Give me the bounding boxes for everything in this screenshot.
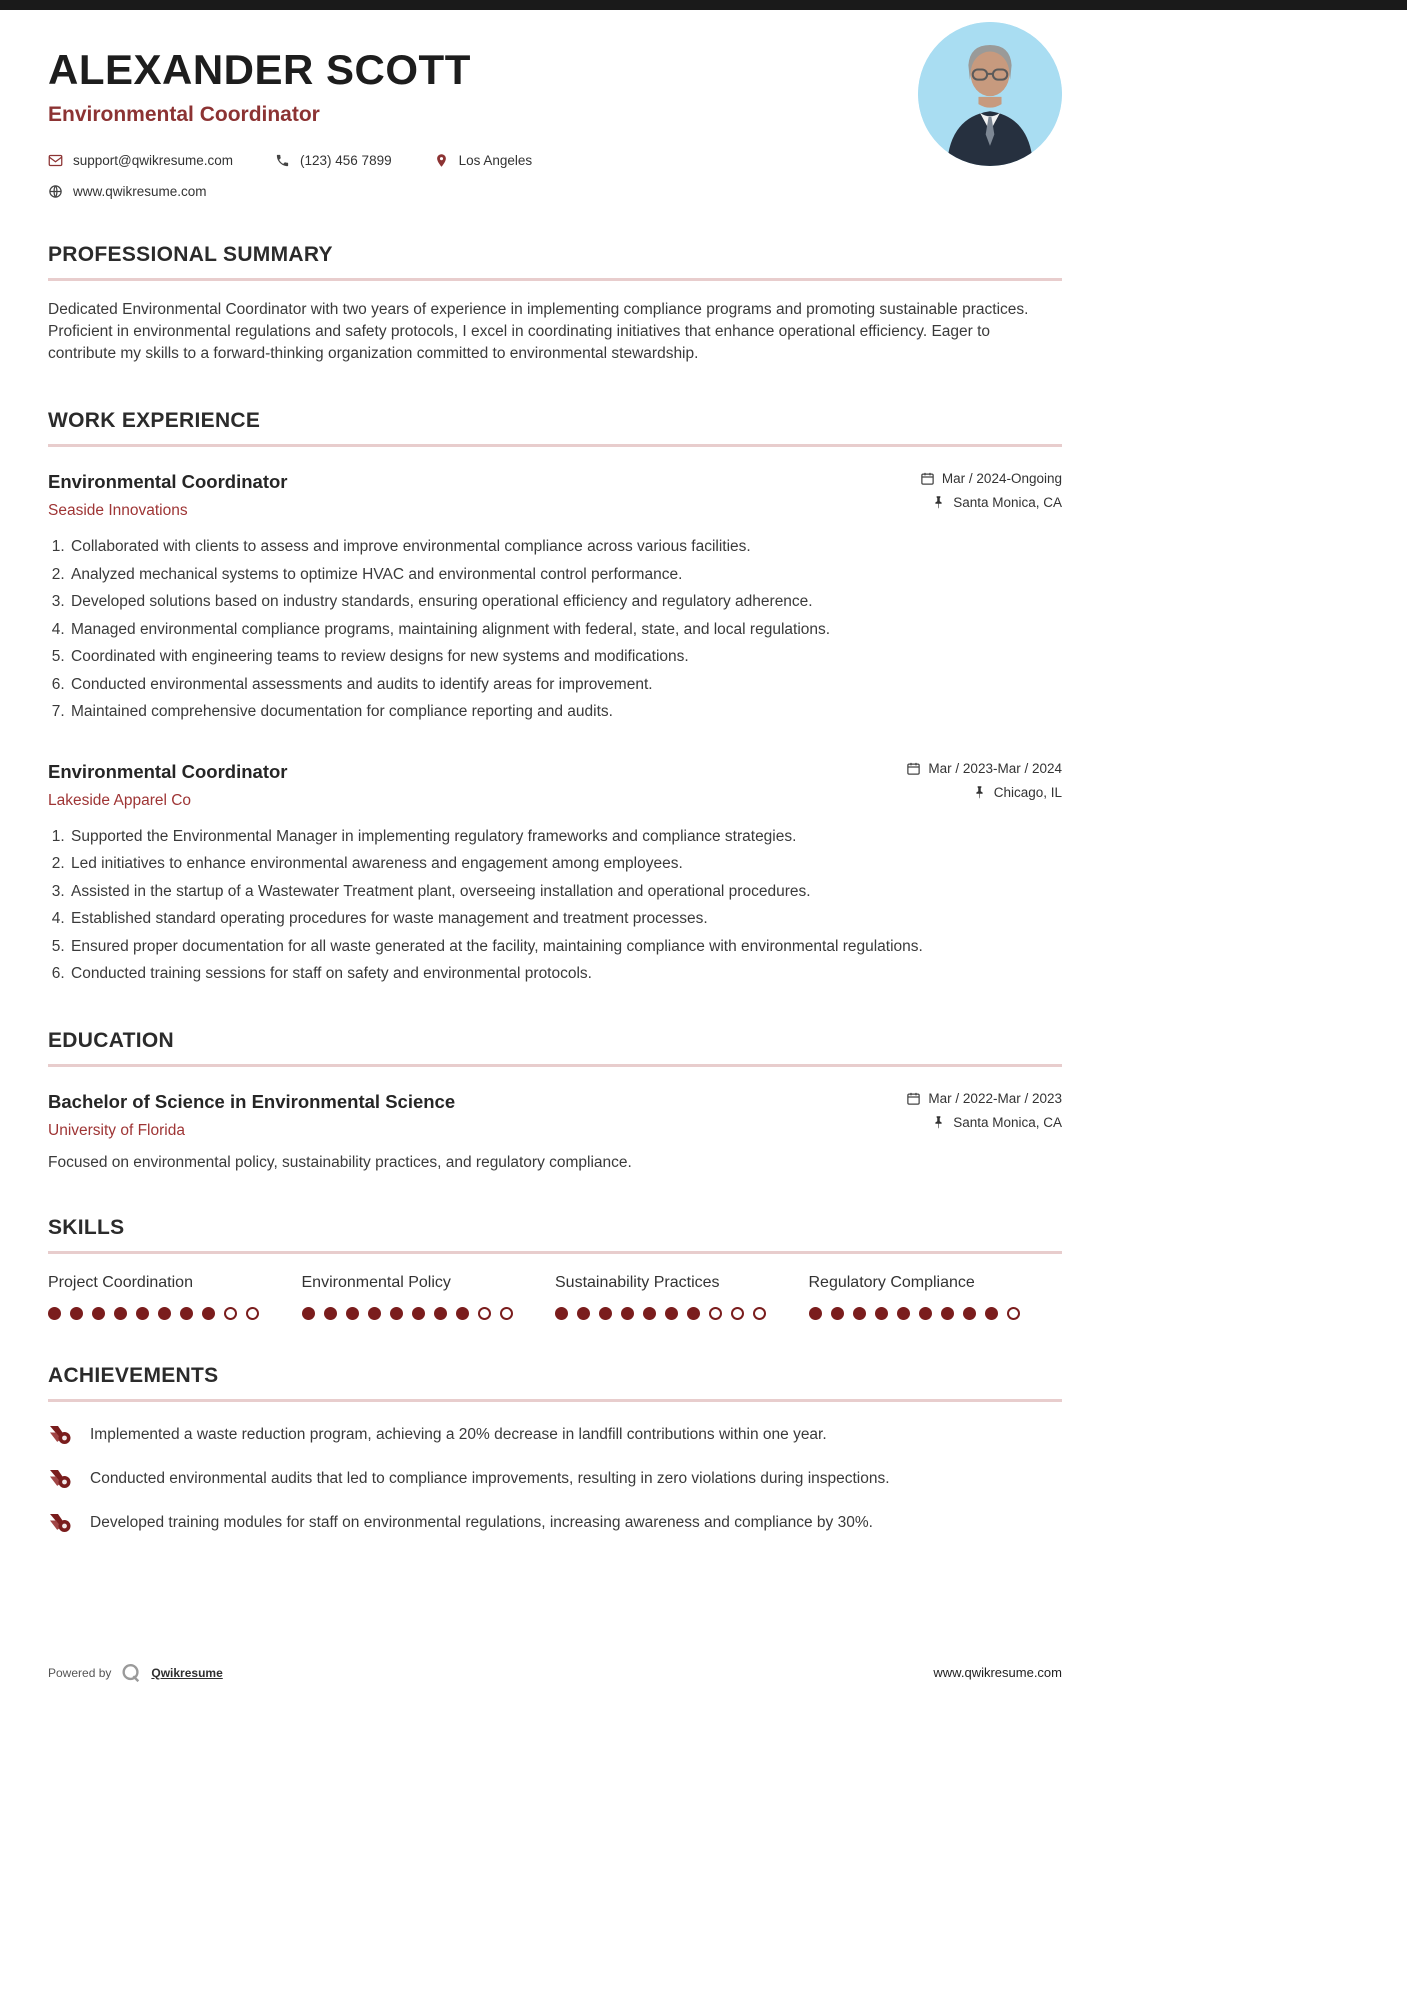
skill-dot [500,1307,513,1320]
skill-rating [809,1307,1063,1320]
powered-by-text: Powered by [48,1665,112,1680]
experience-location: Santa Monica, CA [953,495,1062,510]
person-job-title: Environmental Coordinator [48,103,320,126]
skill-dot [202,1307,215,1320]
skill-dot [555,1307,568,1320]
experience-entry [48,761,1062,985]
education-dates: Mar / 2022-Mar / 2023 [928,1090,1062,1106]
footer-brand [48,1662,223,1684]
experience-company: Seaside Innovations [48,502,188,519]
skill-item [302,1274,556,1320]
skill-label: Project Coordination [48,1273,193,1291]
skill-dot [390,1307,403,1320]
skill-dot [621,1307,634,1320]
skill-dot [412,1307,425,1320]
skill-dot [687,1307,700,1320]
skill-label: Sustainability Practices [555,1273,720,1291]
summary-text: Dedicated Environmental Coordinator with two years of experience in implementing compliance programs and promoting sustainable practices. Proficient in environmental regulations and safety protocols, I excel in coordinating initiatives that enhance operational efficiency. Eager to contribute my skills to a forward-thinking organization committed to environmental stewardship. [48,301,1029,362]
resume-header [48,10,1062,199]
experience-bullet: 1. Collaborated with clients to assess and improve environmental compliance across various facilities. [69,536,1062,558]
experience-bullet: 4. Managed environmental compliance programs, maintaining alignment with federal, state, and local regulations. [69,619,1062,641]
pushpin-icon [972,785,987,800]
achievement-item [48,1468,1062,1490]
education-school: University of Florida [48,1121,185,1139]
skill-dot [302,1307,315,1320]
experience-bullet: 7. Maintained comprehensive documentation for compliance reporting and audits. [69,701,1062,723]
experience-bullet: 6. Conducted environmental assessments and audits to identify areas for improvement. [69,674,1062,696]
experience-entry [48,471,1062,723]
pushpin-icon [931,1115,946,1130]
experience-dates: Mar / 2023-Mar / 2024 [928,760,1062,776]
skill-item [809,1274,1063,1320]
phone-text: (123) 456 7899 [300,153,392,168]
skill-rating [555,1307,809,1320]
experience-location: Chicago, IL [993,784,1062,800]
skill-dot [831,1307,844,1320]
experience-bullet: 5. Coordinated with engineering teams to review designs for new systems and modifications. [69,646,1062,668]
skill-dot [665,1307,678,1320]
skills-grid [48,1274,1062,1320]
experience-meta [842,471,1062,510]
skill-dot [324,1307,337,1320]
skill-label: Regulatory Compliance [808,1273,975,1291]
achievement-item [48,1512,1062,1534]
map-pin-icon [434,153,449,168]
skill-dot [577,1307,590,1320]
achievement-text: Developed training modules for staff on environmental regulations, increasing awareness and compliance by 30%. [90,1513,873,1531]
skill-dot [753,1307,766,1320]
education-description: Focused on environmental policy, sustainability practices, and regulatory compliance. [48,1153,632,1171]
skill-item [555,1274,809,1320]
skill-dot [853,1307,866,1320]
experience-bullet: 2. Led initiatives to enhance environmental awareness and engagement among employees. [69,853,1062,875]
skill-dot [136,1307,149,1320]
achievements-heading: ACHIEVEMENTS [48,1364,1062,1402]
skill-dot [224,1307,237,1320]
phone-item [275,153,392,168]
experience-company: Lakeside Apparel Co [48,791,192,809]
footer-website: www.qwikresume.com [933,1665,1062,1680]
skill-dot [158,1307,171,1320]
contact-row-website [48,184,1062,199]
experience-bullet: 6. Conducted training sessions for staff on safety and environmental protocols. [69,963,1062,985]
calendar-icon [906,761,921,776]
summary-heading: PROFESSIONAL SUMMARY [48,243,1062,281]
skill-dot [346,1307,359,1320]
skill-dot [941,1307,954,1320]
experience-job-title: Environmental Coordinator [48,760,288,782]
education-entry-head [48,1091,1062,1140]
skill-dot [875,1307,888,1320]
skill-dot [368,1307,381,1320]
skill-dot [919,1307,932,1320]
skill-dot [456,1307,469,1320]
website-text: www.qwikresume.com [73,184,207,199]
avatar-photo [918,22,1062,166]
skill-dot [246,1307,259,1320]
skill-dot [963,1307,976,1320]
section-work-experience [48,409,1062,985]
pushpin-icon [931,495,946,510]
resume-page [48,10,1062,1684]
email-text: support@qwikresume.com [73,153,234,168]
experience-bullet: 1. Supported the Environmental Manager in implementing regulatory frameworks and compliance strategies. [69,826,1062,848]
skill-dot [731,1307,744,1320]
footer [48,1662,1062,1684]
skill-dot [709,1307,722,1320]
calendar-icon [920,471,935,486]
education-meta [842,1091,1062,1130]
achievement-text: Implemented a waste reduction program, achieving a 20% decrease in landfill contributions within one year. [90,1425,827,1443]
calendar-icon [906,1091,921,1106]
skill-dot [985,1307,998,1320]
qwikresume-logo [120,1662,142,1684]
skill-dot [809,1307,822,1320]
experience-bullet: 3. Assisted in the startup of a Wastewater Treatment plant, overseeing installation and operational procedures. [69,881,1062,903]
qwikresume-link[interactable]: Qwikresume [151,1665,223,1680]
skills-heading: SKILLS [48,1216,1062,1254]
education-location: Santa Monica, CA [953,1114,1062,1130]
experience-meta [842,761,1062,800]
skill-dot [114,1307,127,1320]
section-professional-summary [48,243,1062,365]
skill-item [48,1274,302,1320]
education-degree: Bachelor of Science in Environmental Science [48,1090,456,1112]
contact-row [48,153,1062,168]
experience-bullet: 3. Developed solutions based on industry standards, ensuring operational efficiency and regulatory adherence. [69,591,1062,613]
phone-icon [275,153,290,168]
experience-entry-head [48,471,1062,520]
website-link[interactable] [48,184,207,199]
skill-dot [70,1307,83,1320]
section-achievements [48,1364,1062,1534]
experience-dates: Mar / 2024-Ongoing [941,471,1062,486]
skill-dot [92,1307,105,1320]
education-entry [48,1091,1062,1172]
skill-dot [478,1307,491,1320]
skill-dot [643,1307,656,1320]
skill-rating [302,1307,556,1320]
location-item [434,153,533,168]
skill-dot [1007,1307,1020,1320]
email-link[interactable] [48,153,233,168]
achievement-item [48,1424,1062,1446]
envelope-icon [48,153,63,168]
medal-icon [48,1466,72,1490]
avatar [918,22,1062,166]
experience-entry-head [48,761,1062,810]
experience-bullet: 5. Ensured proper documentation for all waste generated at the facility, maintaining compliance with environmental regulations. [69,936,1062,958]
skill-dot [897,1307,910,1320]
person-name: ALEXANDER SCOTT [48,46,471,93]
skill-rating [48,1307,302,1320]
skill-label: Environmental Policy [301,1273,451,1291]
experience-bullet-list [48,826,1062,985]
achievements-list [48,1424,1062,1534]
globe-icon [48,184,63,199]
location-text: Los Angeles [458,153,533,168]
top-bar [0,0,1407,10]
experience-bullet: 2. Analyzed mechanical systems to optimize HVAC and environmental control performance. [69,564,1062,586]
medal-icon [48,1422,72,1446]
education-heading: EDUCATION [48,1029,1062,1067]
section-education [48,1029,1062,1172]
experience-bullet-list [48,536,1062,723]
experience-bullet: 4. Established standard operating procedures for waste management and treatment processes. [69,908,1062,930]
section-skills [48,1216,1062,1320]
medal-icon [48,1510,72,1534]
skill-dot [48,1307,61,1320]
skill-dot [599,1307,612,1320]
experience-job-title: Environmental Coordinator [48,471,288,492]
experience-heading: WORK EXPERIENCE [48,409,1062,447]
achievement-text: Conducted environmental audits that led to compliance improvements, resulting in zero violations during inspections. [90,1469,890,1487]
skill-dot [180,1307,193,1320]
skill-dot [434,1307,447,1320]
